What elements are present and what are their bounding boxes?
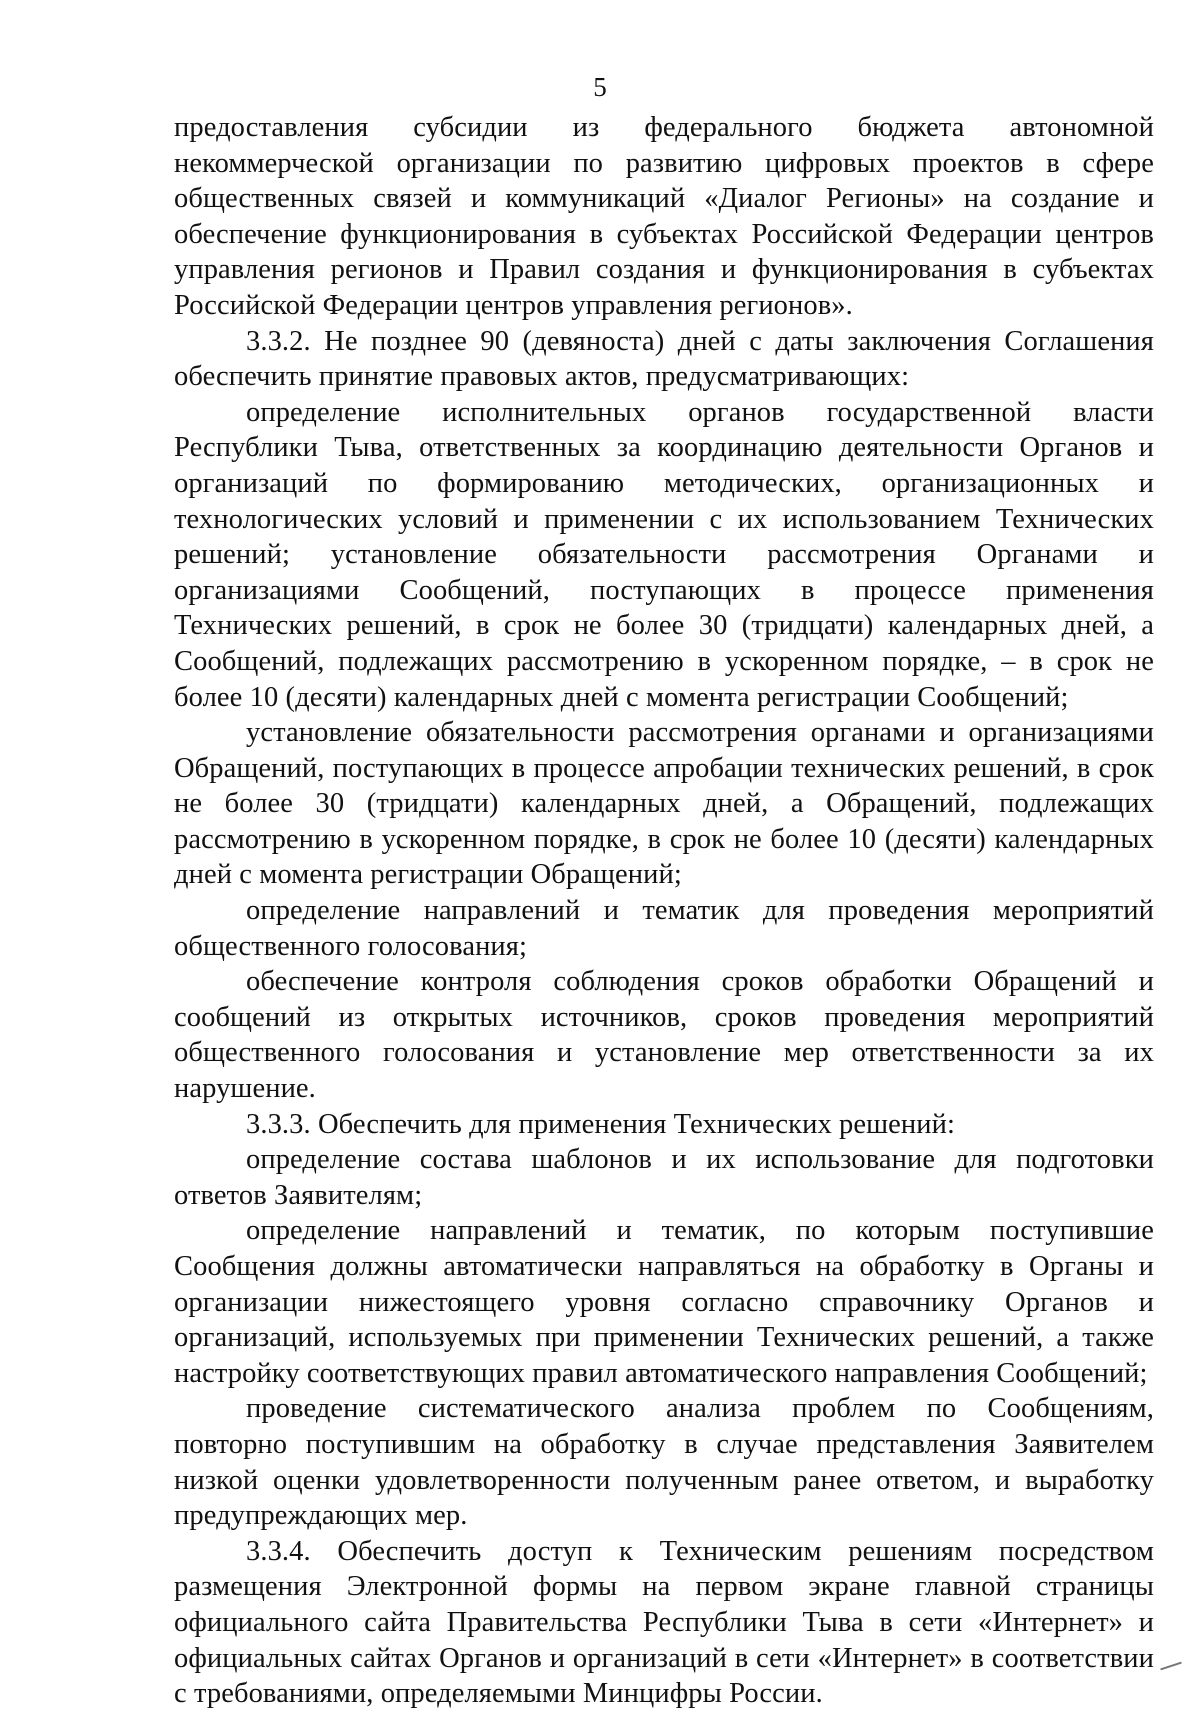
page-number: 5 [593,72,607,102]
document-body [174,110,1154,1712]
paragraph-3-3-4: 3.3.4. Обеспечить доступ к Техническим решениям посредством размещения Электронной формы на первом экране главной страницы официального сайта Правительства Республики Тыва в сети «Интернет» и официальных сайтах Органов и организаций в сети «Интернет» в соответствии с требованиями, определяемыми Минцифры России. [174,1535,1154,1710]
paragraph-3-3-3: 3.3.3. Обеспечить для применения Технических решений: [246,1108,955,1140]
scan-mark [1160,1662,1182,1671]
paragraph-routing-topics: определение направлений и тематик, по которым поступившие Сообщения должны автоматически направляться на обработку в Органы и организации нижестоящего уровня согласно справочнику Органов и организаций, используемых при применении Технических решений, а также настройку соответствующих правил автоматического направления Сообщений; [174,1215,1154,1389]
paragraph-systematic-analysis: проведение систематического анализа проблем по Сообщениям, повторно поступившим на обработку в случае представления Заявителем низкой оценки удовлетворенности полученным ранее ответом, и выработку предупреждающих мер. [174,1393,1154,1532]
paragraph-3-3-2: 3.3.2. Не позднее 90 (девяноста) дней с даты заключения Соглашения обеспечить принятие правовых актов, предусматривающих: [174,325,1154,393]
paragraph-continuation: предоставления субсидии из федерального бюджета автономной некоммерческой организации по развитию цифровых проектов в сфере общественных связей и коммуникаций «Диалог Регионы» на создание и обеспечение функционирования в субъектах Российской Федерации центров управления регионов и Правил создания и функционирования в субъектах Российской Федерации центров управления регионов». [174,112,1154,321]
paragraph-deadline-control: обеспечение контроля соблюдения сроков обработки Обращений и сообщений из открытых источников, сроков проведения мероприятий общественного голосования и установление мер ответственности за их нарушение. [174,966,1154,1105]
paragraph-templates: определение состава шаблонов и их использование для подготовки ответов Заявителям; [174,1144,1154,1211]
paragraph-voting-topics: определение направлений и тематик для проведения мероприятий общественного голосования; [174,895,1154,962]
paragraph-appeals-review: установление обязательности рассмотрения органами и организациями Обращений, поступающих в процессе апробации технических решений, в срок не более 30 (тридцати) календарных дней, а Обращений, подлежащих рассмотрению в ускоренном порядке, в срок не более 10 (десяти) календарных дней с момента регистрации Обращений; [174,717,1154,891]
paragraph-executive-bodies: определение исполнительных органов государственной власти Республики Тыва, ответственных за координацию деятельности Органов и организаций по формированию методических, организационных и технологических условий и применении с их использованием Технических решений; установление обязательности рассмотрения Органами и организациями Сообщений, поступающих в процессе применения Технических решений, в срок не более 30 (тридцати) календарных дней, а Сообщений, подлежащих рассмотрению в ускоренном порядке, – в срок не более 10 (десяти) календарных дней с момента регистрации Сообщений; [174,396,1154,713]
